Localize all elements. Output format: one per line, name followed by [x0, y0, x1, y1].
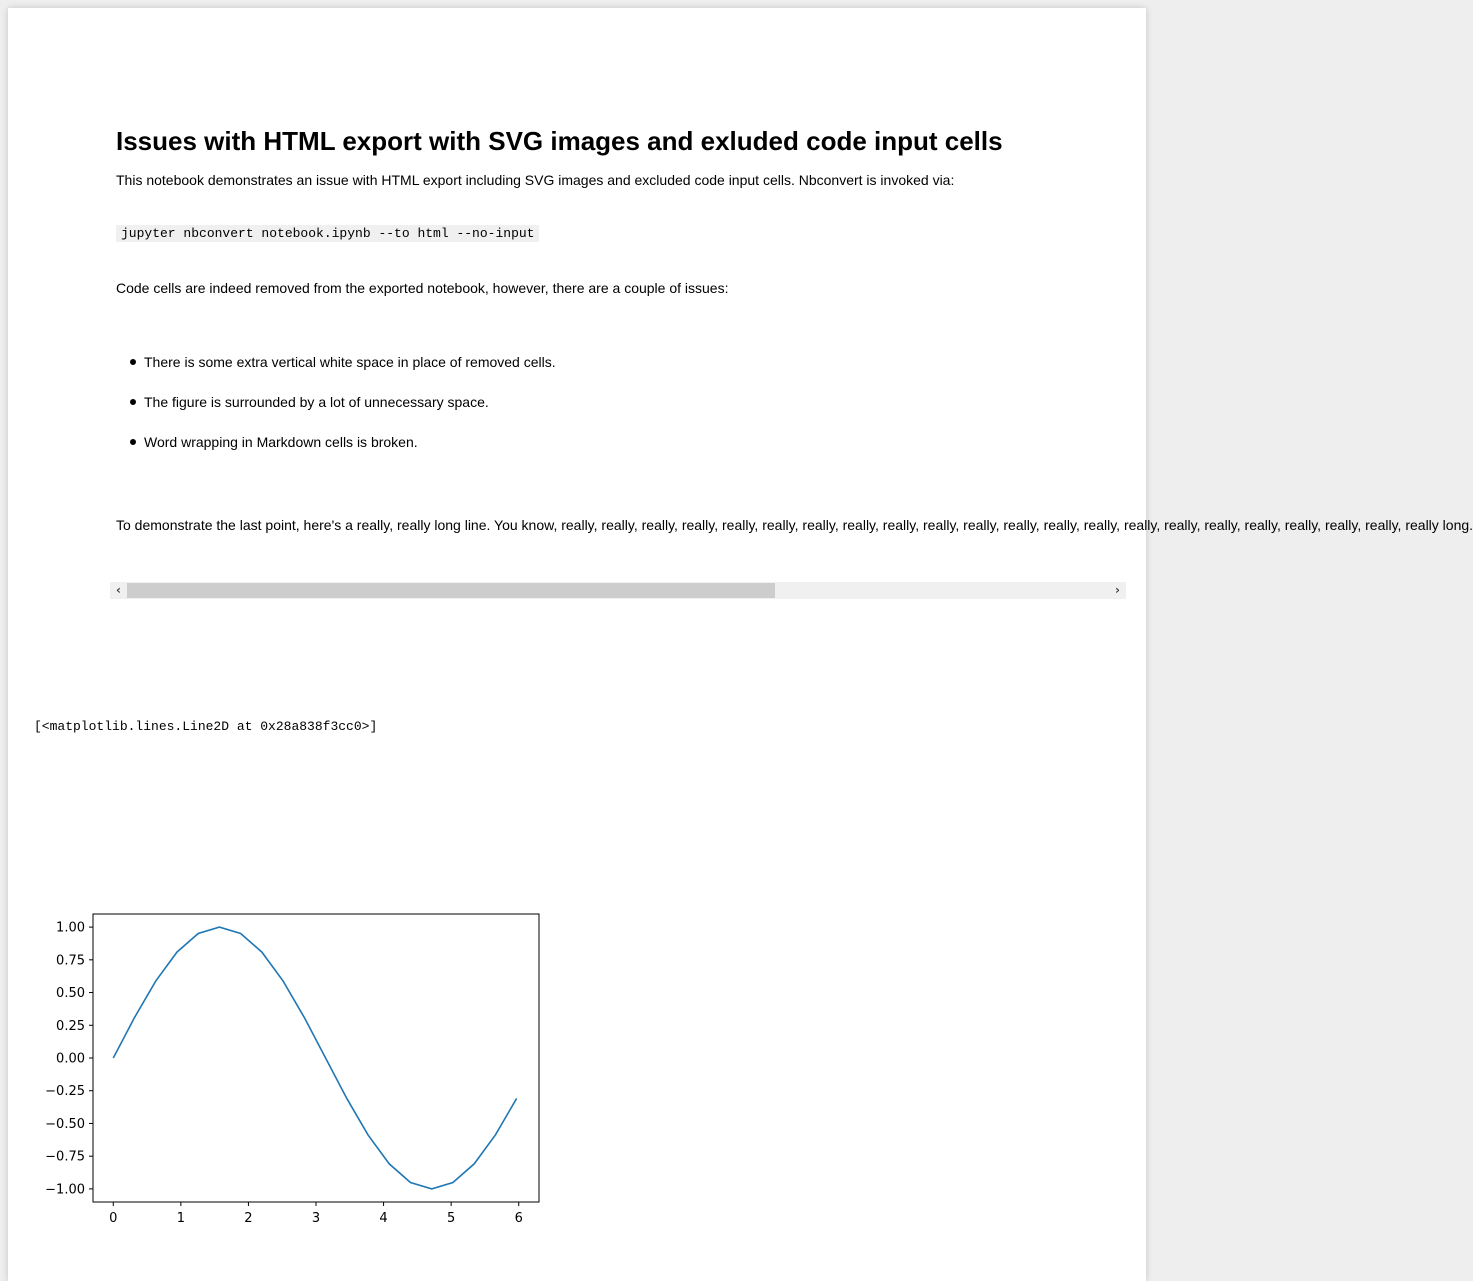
issues-intro-paragraph: Code cells are indeed removed from the exported notebook, however, there are a couple of issues: [116, 280, 729, 296]
list-item-text: The figure is surrounded by a lot of unnecessary space. [144, 394, 489, 410]
notebook-page [8, 8, 1473, 1281]
list-item-text: Word wrapping in Markdown cells is broken. [144, 434, 418, 450]
y-tick-label: 0.00 [56, 1051, 85, 1067]
series-line [113, 927, 516, 1189]
scroll-left-arrow-icon[interactable]: ‹ [116, 583, 121, 597]
notebook-title: Issues with HTML export with SVG images and exluded code input cells [116, 126, 1003, 156]
y-tick-label: 1.00 [56, 920, 85, 936]
cell-output-text: [<matplotlib.lines.Line2D at 0x28a838f3cc0>] [34, 719, 378, 734]
x-tick-label: 0 [109, 1211, 118, 1226]
y-tick-label: −1.00 [45, 1182, 85, 1198]
list-item [116, 433, 556, 473]
x-tick-label: 1 [176, 1211, 185, 1226]
y-tick-label: −0.50 [45, 1116, 85, 1132]
bullet-icon [130, 399, 136, 405]
y-tick-label: −0.75 [45, 1149, 85, 1165]
bullet-icon [130, 359, 136, 365]
list-item [116, 353, 556, 393]
issues-list [116, 353, 556, 473]
list-item [116, 393, 556, 433]
x-tick-label: 6 [514, 1211, 523, 1226]
x-tick-label: 3 [311, 1211, 321, 1226]
plot-axes-frame [93, 914, 539, 1202]
x-tick-label: 2 [244, 1211, 253, 1226]
horizontal-scrollbar[interactable] [110, 582, 1126, 599]
long-line-paragraph: To demonstrate the last point, here's a really, really long line. You know, really, really, really, really, really, really, really, really, really, really, really, really, really, really, really, really, really, really, really, really, really, really long. [116, 517, 1473, 533]
intro-paragraph: This notebook demonstrates an issue with HTML export including SVG images and excluded code input cells. Nbconvert is invoked via: [116, 172, 955, 188]
sine-line-plot [28, 903, 548, 1233]
scrollbar-thumb[interactable] [127, 583, 775, 598]
x-tick-label: 5 [447, 1211, 456, 1226]
scroll-right-arrow-icon[interactable]: › [1115, 583, 1120, 597]
y-tick-label: 0.50 [56, 986, 85, 1002]
long-line-container[interactable] [116, 517, 1473, 533]
y-tick-label: −0.25 [45, 1084, 85, 1100]
x-tick-label: 4 [379, 1211, 388, 1226]
bullet-icon [130, 439, 136, 445]
nbconvert-command: jupyter nbconvert notebook.ipynb --to html --no-input [116, 225, 539, 242]
y-tick-label: 0.25 [56, 1018, 85, 1034]
list-item-text: There is some extra vertical white space in place of removed cells. [144, 354, 556, 370]
y-tick-label: 0.75 [56, 953, 85, 969]
